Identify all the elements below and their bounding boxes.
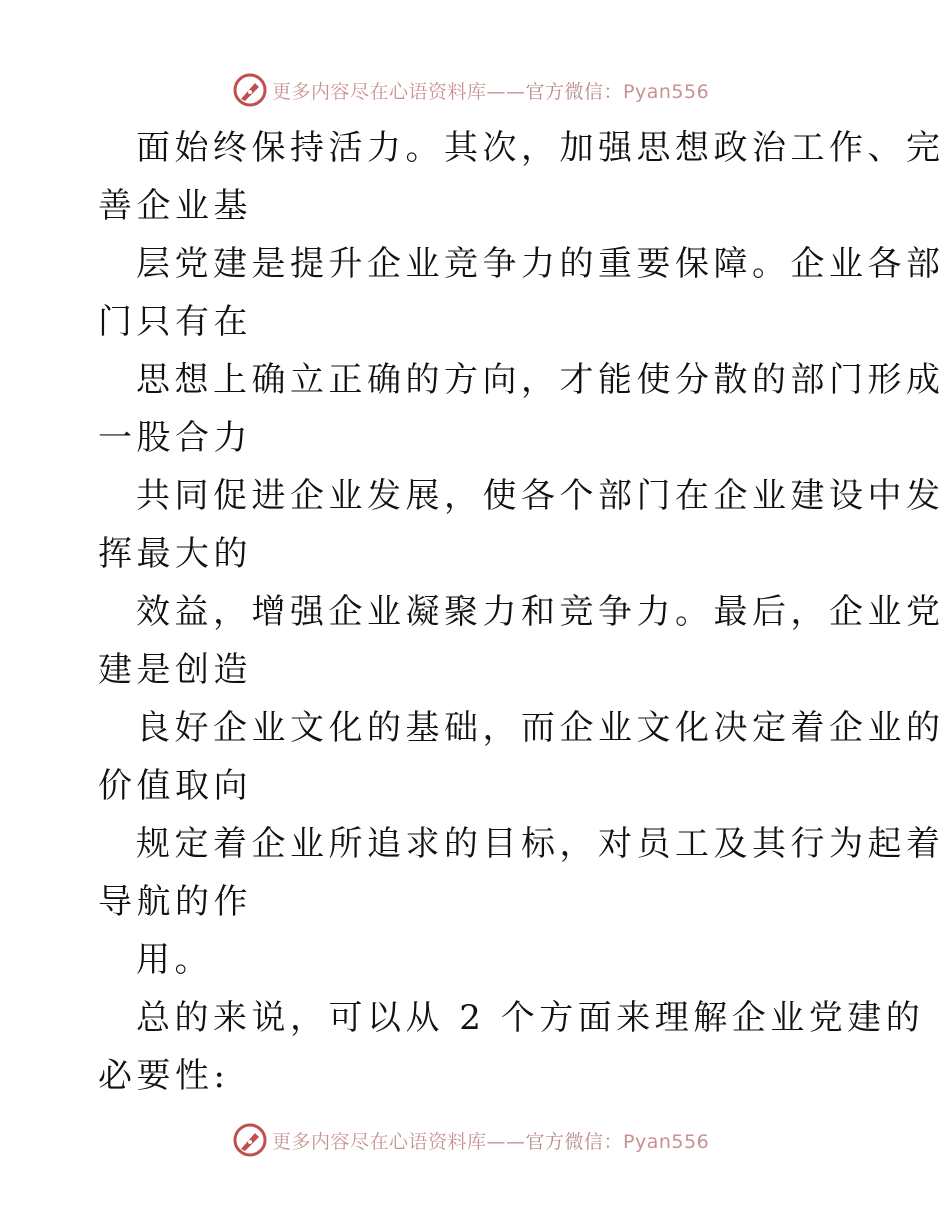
pen-nib-logo-icon bbox=[232, 72, 268, 108]
text-line: 共同促进企业发展，使各个部门在企业建设中发 bbox=[136, 476, 945, 516]
watermark-text: 更多内容尽在心语资料库——官方微信：Pyan556 bbox=[272, 80, 710, 103]
document-body bbox=[98, 119, 945, 1105]
text-line: 价值取向 bbox=[98, 766, 252, 806]
text-line: 规定着企业所追求的目标，对员工及其行为起着 bbox=[136, 824, 945, 864]
footer-watermark bbox=[232, 1120, 709, 1160]
text-line: 门只有在 bbox=[98, 302, 252, 342]
text-line: 导航的作 bbox=[98, 882, 252, 922]
pen-nib-logo-icon bbox=[232, 1122, 268, 1158]
text-line: 总的来说，可以从 2 个方面来理解企业党建的 bbox=[136, 998, 925, 1038]
text-line: 层党建是提升企业竞争力的重要保障。企业各部 bbox=[136, 244, 945, 284]
text-line: 良好企业文化的基础，而企业文化决定着企业的 bbox=[136, 708, 945, 748]
header-watermark bbox=[232, 70, 709, 110]
text-line: 建是创造 bbox=[98, 650, 252, 690]
text-line: 挥最大的 bbox=[98, 534, 252, 574]
text-line: 面始终保持活力。其次，加强思想政治工作、完 bbox=[136, 128, 945, 168]
text-line: 善企业基 bbox=[98, 186, 252, 226]
text-line: 思想上确立正确的方向，才能使分散的部门形成 bbox=[136, 360, 945, 400]
text-line: 用。 bbox=[136, 940, 213, 980]
watermark-text: 更多内容尽在心语资料库——官方微信：Pyan556 bbox=[272, 1130, 710, 1153]
text-line: 效益，增强企业凝聚力和竞争力。最后，企业党 bbox=[136, 592, 945, 632]
text-line: 必要性: bbox=[98, 1056, 230, 1096]
text-line: 一股合力 bbox=[98, 418, 252, 458]
